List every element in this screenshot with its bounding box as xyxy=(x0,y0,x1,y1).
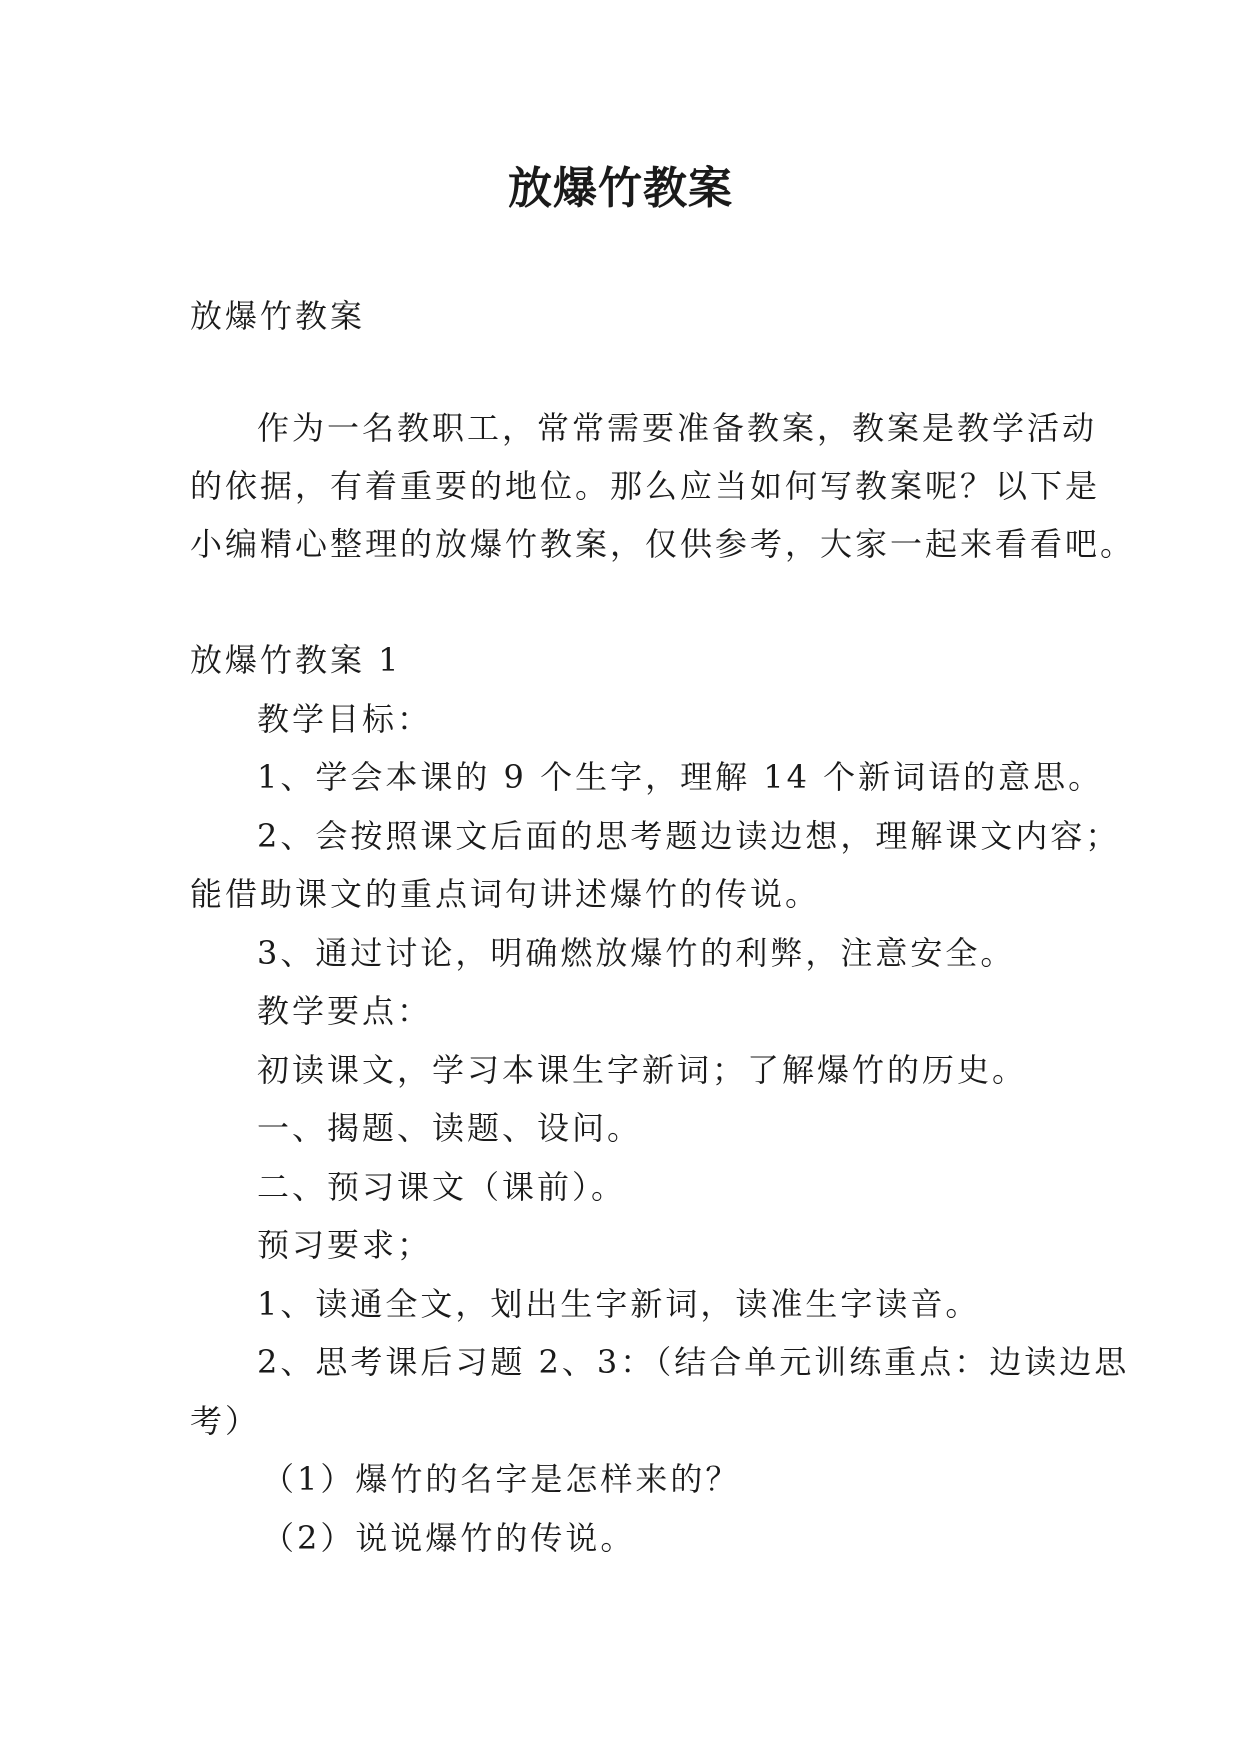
goal-2-line-1: 2、会按照课文后面的思考题边读边想，理解课文内容； xyxy=(257,817,1121,855)
requirement-2-line-1: 2、思考课后习题 2、3：（结合单元训练重点：边读边思 xyxy=(257,1343,1130,1381)
goal-2-line-2: 能借助课文的重点词句讲述爆竹的传说。 xyxy=(190,875,821,913)
question-1: （1）爆竹的名字是怎样来的？ xyxy=(262,1460,741,1498)
goal-1: 1、学会本课的 9 个生字，理解 14 个新词语的意思。 xyxy=(257,758,1104,796)
question-2: （2）说说爆竹的传说。 xyxy=(262,1519,636,1557)
preview-requirements-label: 预习要求； xyxy=(257,1226,433,1264)
section-heading-1: 放爆竹教案 1 xyxy=(190,641,402,679)
intro-line-1: 作为一名教职工，常常需要准备教案，教案是教学活动 xyxy=(257,409,1098,447)
teaching-goals-label: 教学目标： xyxy=(257,700,433,738)
document-title: 放爆竹教案 xyxy=(508,163,733,214)
key-points-text: 初读课文，学习本课生字新词；了解爆竹的历史。 xyxy=(257,1051,1028,1089)
requirement-1: 1、读通全文，划出生字新词，读准生字读音。 xyxy=(257,1285,981,1323)
step-1: 一、揭题、读题、设问。 xyxy=(257,1109,643,1147)
key-points-label: 教学要点： xyxy=(257,992,433,1030)
requirement-2-line-2: 考） xyxy=(190,1402,261,1440)
intro-line-2: 的依据，有着重要的地位。那么应当如何写教案呢？以下是 xyxy=(190,467,1101,505)
step-2: 二、预习课文（课前）。 xyxy=(257,1168,627,1206)
goal-3: 3、通过讨论，明确燃放爆竹的利弊，注意安全。 xyxy=(257,934,1016,972)
intro-line-3: 小编精心整理的放爆竹教案，仅供参考，大家一起来看看吧。 xyxy=(190,525,1136,563)
doc-subtitle: 放爆竹教案 xyxy=(190,297,366,335)
